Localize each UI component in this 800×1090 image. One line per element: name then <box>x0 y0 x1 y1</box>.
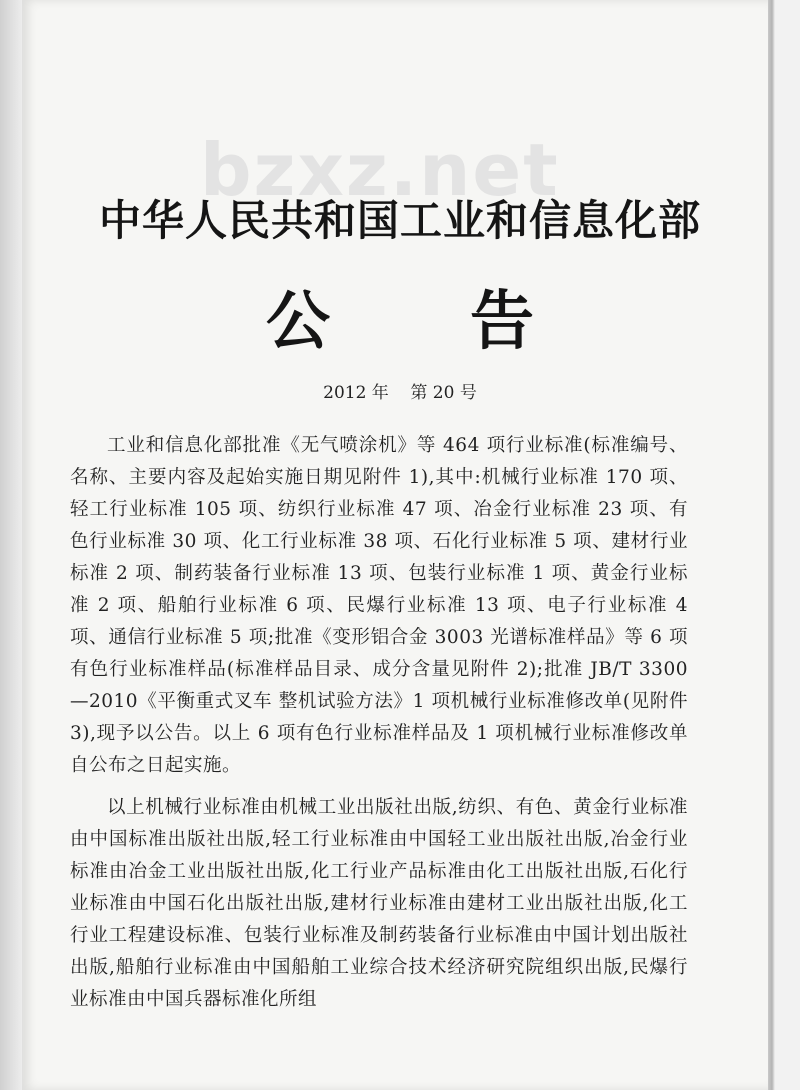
announcement-heading: 公告 <box>266 285 674 359</box>
issuing-authority: 中华人民共和国工业和信息化部 <box>98 196 701 245</box>
page-left-gutter <box>0 0 24 1090</box>
announcement-body <box>70 430 688 1026</box>
body-paragraph-2: 以上机械行业标准由机械工业出版社出版,纺织、有色、黄金行业标准由中国标准出版社出版,轻工行业标准由中国轻工业出版社出版,冶金行业标准由冶金工业出版社出版,化工行业产品标准由化工出版社出版,石化行业标准由中国石化出版社出版,建材行业标准由建材工业出版社出版,化工行业工程建设标准、包装行业标准及制药装备行业标准由中国计划出版社出版,船舶行业标准由中国船舶工业综合技术经济研究院组织出版,民爆行业标准由中国兵器标准化所组 <box>70 797 688 1010</box>
watermark: bzxz.net <box>200 128 560 212</box>
document-number: 2012 年 第 20 号 <box>323 383 477 403</box>
body-paragraph-1: 工业和信息化部批准《无气喷涂机》等 464 项行业标准(标准编号、名称、主要内容及起始实施日期见附件 1),其中:机械行业标准 170 项、轻工行业标准 105 项、纺织行业标准 47 项、冶金行业标准 23 项、有色行业标准 30 项、化工行业标准 38 项、石化行业标准 5 项、建材行业标准 2 项、制药装备行业标准 13 项、包装行业标准 1 项、黄金行业标准 2 项、船舶行业标准 6 项、民爆行业标准 13 项、电子行业标准 4 项、通信行业标准 5 项;批准《变形铝合金 3003 光谱标准样品》等 6 项有色行业标准样品(标准样品目录、成分含量见附件 2);批准 JB/T 3300—2010《平衡重式叉车 整机试验方法》1 项机械行业标准修改单(见附件 3),现予以公告。以上 6 项有色行业标准样品及 1 项机械行业标准修改单自公布之日起实施。 <box>70 435 688 776</box>
page-right-edge <box>768 0 800 1090</box>
